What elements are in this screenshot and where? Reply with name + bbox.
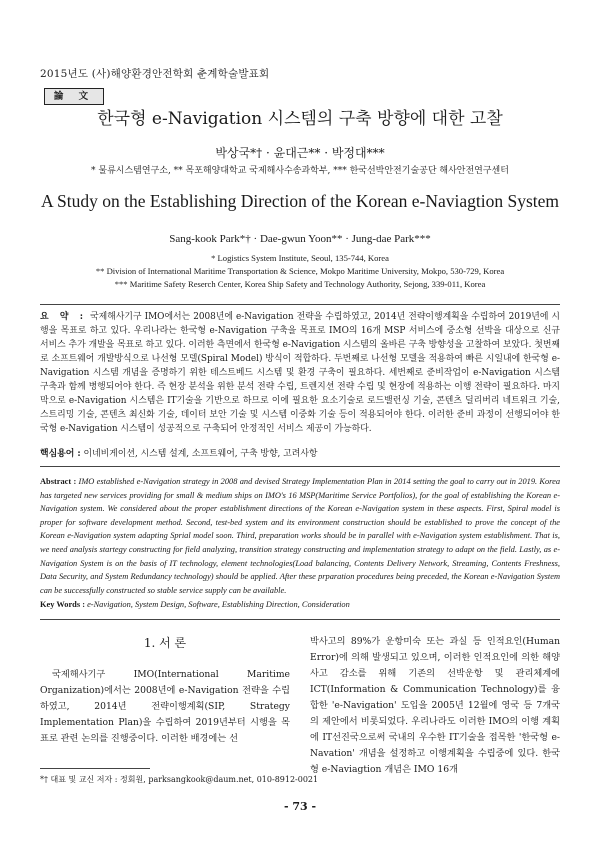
korean-keywords	[40, 446, 560, 459]
korean-authors: 박상국*† · 윤대근** · 박정대***	[215, 146, 385, 160]
english-affiliation-1: * Logistics System Institute, Seoul, 135-744, Korea	[211, 253, 389, 263]
page-number: - 73 -	[283, 800, 317, 813]
english-affiliation-3: *** Maritime Safety Reserch Center, Korea Ship Safety and Technology Authority, Sejong, 339-011, Korea	[114, 279, 486, 289]
korean-keywords-text: 이네비게이션, 시스템 설계, 소프트웨어, 구축 방향, 고려사항	[83, 449, 318, 459]
korean-keywords-label: 핵심용어 :	[40, 449, 81, 459]
divider-bottom	[40, 619, 560, 620]
body-left-column: 국제해사기구 IMO(International Maritime Organization)에서는 2008년에 e-Navigation 전략을 수립하였고, 2014년 전략이행계획(SIP, Strategy Implementation Plan)을 수립하여 2019년부터 시행을 목표로 관련 논의를 진행중이다. 이러한 배경에는 선	[40, 669, 290, 744]
korean-abstract	[40, 310, 560, 436]
english-abstract-text: IMO established e-Navigation strategy in 2008 and devised Strategy Implementation Plan in 2014 setting the goal to carry out in 2019. Korea has targeted new services providing for small & medium ships on IMO's 16 MSP(Maritime Service Portfolios), for the goal of establishing the Korean e-Navigation system. We considered about the proper establishment directions of the Korean e-Navigation system in these aspects. First, Spiral model is proper for software development method. Second, test-bed system and its environment construction should be established to prove the concept of the Korean e-Navigation system adapting Sprial model soon. Third, preparation works should be in parallel with e-Navigation system establishment. That is, we need analysis startegy constructing for field analyzing, transition strategy constructing and implementation strategy to adapt on the field. Lastly, as e-Navigation System is on the basis of IT technology, element technologies(Load balancing, Contents Delivery Network, Streaming, Contents Freshness, Data Security, and System Redundancy technology) should be applied. After these prparation procedures being preceded, the Korean e-Navigation System can be successfully constructed so stable service supply can be available.	[40, 477, 561, 595]
english-title: A Study on the Establishing Direction of the Korean e-Naviagtion System	[40, 191, 560, 211]
english-keywords-text: e-Navigation, System Design, Software, Establishing Direction, Consideration	[87, 600, 350, 609]
korean-title: 한국형 e-Navigation 시스템의 구축 방향에 대한 고찰	[97, 109, 503, 129]
english-keywords	[40, 600, 560, 609]
section-heading: 1. 서 론	[143, 636, 187, 650]
english-abstract	[40, 475, 560, 597]
korean-affiliations: * 물류시스템연구소, ** 목포해양대학교 국제해사수송과학부, *** 한국선박안전기술공단 해사안전연구센터	[91, 166, 509, 176]
footnote-divider	[40, 768, 150, 769]
english-abstract-label: Abstract :	[40, 477, 77, 486]
article-type-badge: 論 文	[44, 88, 104, 105]
english-affiliation-2: ** Division of International Maritime Transportation & Science, Mokpo Maritime University, Mokpo, 530-729, Korea	[95, 266, 505, 276]
footnote: *† 대표 및 교신 저자 : 정회원, parksangkook@daum.net, 010-8912-0021	[40, 775, 319, 784]
conference-header: 2015년도 (사)해양환경안전학회 춘계학술발표회	[40, 68, 270, 80]
body-right-column: 박사고의 89%가 운항미숙 또는 과실 등 인적요인(Human Error)에 의해 발생되고 있으며, 이러한 인적요인에 의한 해양사고 감소를 위해 기존의 선박운항 및 관리체계에 ICT(Information & Communication Technology)를 융합한 'e-Navigation' 도입을 2005년 12월에 영국 등 7개국의 제안에서 비롯되었다. 우리나라도 이러한 IMO의 이행 계획에 IT선진국으로써 국내의 우수한 IT기술을 접목한 '한국형 e-Navation' 개념을 설정하고 이행계획을 수립중에 있다. 한국형 e-Naviagtion 개념은 IMO 16개	[310, 636, 560, 775]
english-authors: Sang-kook Park*† · Dae-gwun Yoon** · Jung-dae Park***	[169, 233, 431, 245]
english-keywords-label: Key Words :	[40, 600, 85, 609]
korean-abstract-text: 국제해사기구 IMO에서는 2008년에 e-Navigation 전략을 수립하였고, 2014년 전략이행계획을 수립하여 2019년에 시행을 목표로 하고 있다. 우리나라는 한국형 e-Navigation 구축을 목표로 IMO의 16개 MSP 서비스에 중소형 선박을 대상으로 신규 서비스 추가 개발을 목표로 하고 있다. 이러한 측면에서 한국형 e-Navigation 시스템의 올바른 구축 방향성을 고찰하여 보았다. 첫번째로 소프트웨어 개발방식으로 나선형 모델(Spiral Model) 방식이 적합하다. 두번째로 나선형 모델을 적용하여 빠른 시일내에 한국형 e-Navigation 시스템 개념을 증명하기 위한 테스트베드 시스템 및 환경 구축이 필요하다. 세번째로 준비작업이 e-Navigation 시스템 구축과 함께 병행되어야 한다. 즉 현장 분석을 위한 분석 전략 수립, 트렌지션 전략 수립 및 현장에 적용하는 이행 전략이 필요하다. 마지막으로 e-Navigation 시스템은 IT기술을 기반으로 하므로 이에 필요한 요소기술로 로드밸런싱 기술, 콘텐츠 딜리버리 네트워크 기술, 스트리밍 기술, 콘텐츠 최신화 기술, 데이터 보안 기술 및 시스템 이중화 기술 등이 적용되어야 한다. 이러한 준비 과정이 선행되어야 한국형 e-Navigation 시스템이 성공적으로 구축되어 안정적인 서비스 제공이 가능하다.	[40, 312, 561, 434]
korean-abstract-label: 요 약 :	[40, 312, 88, 322]
divider-top	[40, 304, 560, 305]
divider-middle	[40, 466, 560, 467]
